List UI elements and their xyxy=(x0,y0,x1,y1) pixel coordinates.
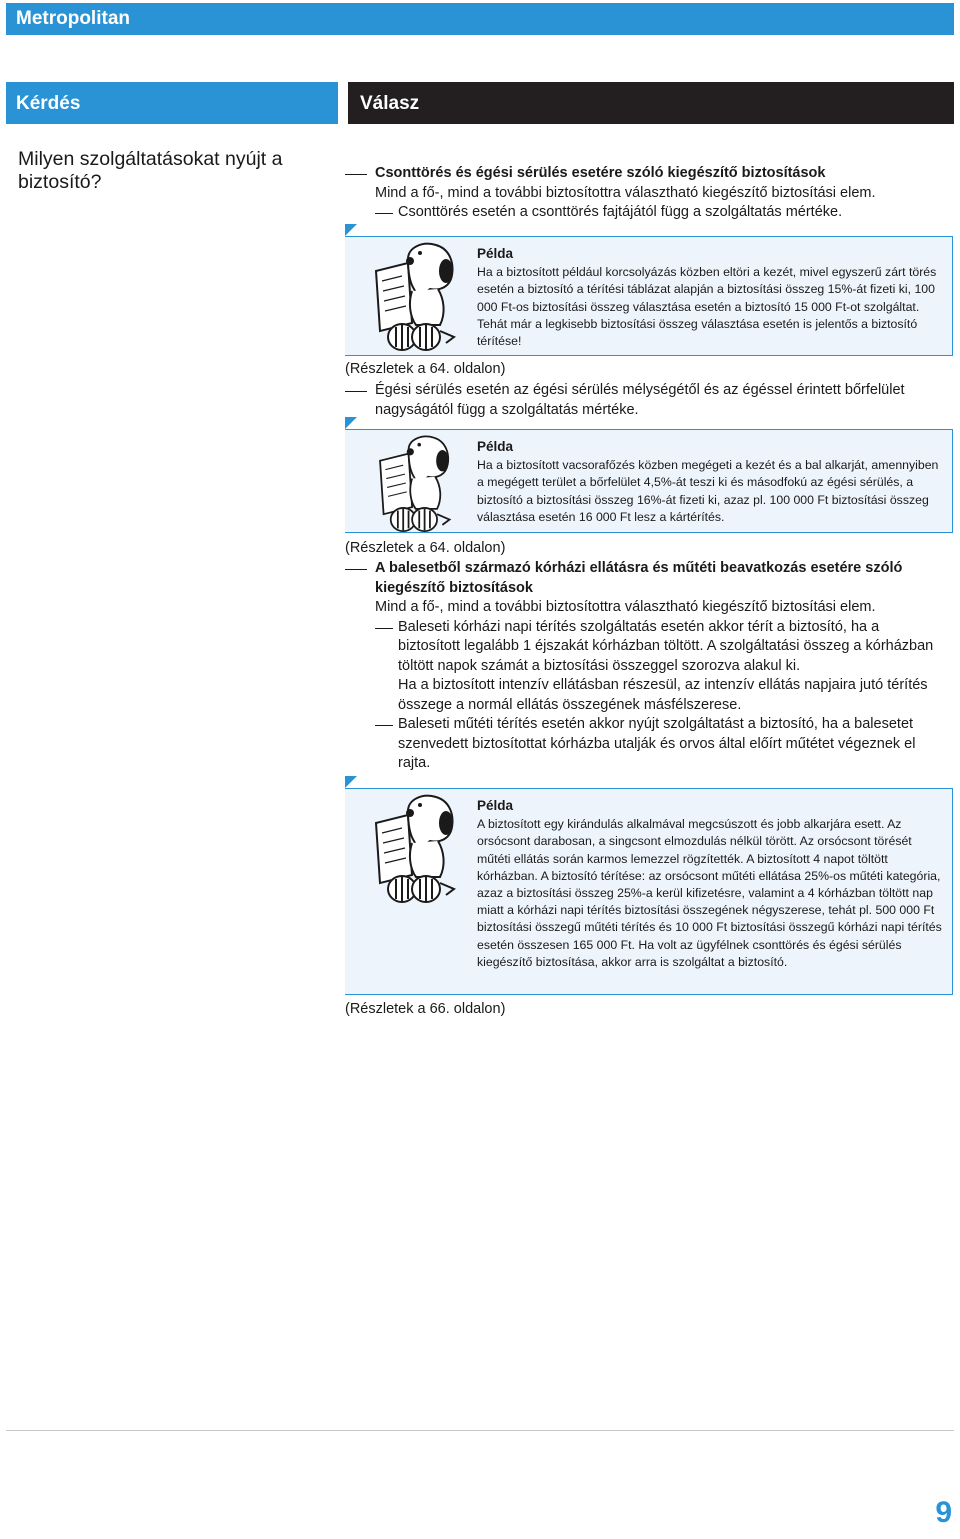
section1-intro: Mind a fő-, mind a további biztosítottra választható kiegészítő biztosítási elem. xyxy=(375,184,876,201)
section1-title: Csonttörés és égési sérülés esetére szóló kiegészítő biztosítások xyxy=(345,164,945,184)
example-2-content xyxy=(477,438,944,526)
example-3-text: A biztosított egy kirándulás alkalmával megcsúszott és jobb alkarjára esett. Az orsócsont darabosan, a singcsont elmozdulás nélkül törött. Az orsócsont törését műtéti ellátás során karmos lemezzel rögzítették. A biztosított 4 napot töltött kórházban. A biztosító térítése: az orsócsont műtéti ellátása 25%-os műtéti kategória, azaz a biztosítási összeg 25%-a kerül kifizetésre, valamint a 4 kórházban töltött nap miatt a kórházi napi térítés biztosítási összegének négyszerese, tehát pl. 500 000 Ft biztosítási összegű műtéti térítés és 10 000 Ft biztosítási összegű kórházi napi térítés esetén összesen 165 000 Ft. Ha volt az ügyfélnek csonttörés és égési sérülés kiegészítő biztosítása, akkor arra is szolgáltat a biztosító. xyxy=(477,817,942,969)
section2-intro: Mind a fő-, mind a további biztosítottra választható kiegészítő biztosítási elem. xyxy=(375,599,876,615)
reference-2: (Részletek a 64. oldalon) xyxy=(345,540,506,556)
section1-item2: Égési sérülés esetén az égési sérülés mélységétől és az égéssel érintett bőrfelület nagyságától függ a szolgáltatás mértéke. xyxy=(345,381,943,420)
example-marker-icon xyxy=(345,417,357,429)
example-box-3 xyxy=(345,788,953,995)
question-header-label: Kérdés xyxy=(16,93,81,114)
snoopy-reading-icon xyxy=(363,434,463,532)
section2-item2: Baleseti műtéti térítés esetén akkor nyújt szolgáltatást a biztosító, ha a balesetet szenvedett biztosítottat kórházba utalják és orvos által előírt műtétet végeznek el rajta. xyxy=(345,715,935,774)
brand-bar xyxy=(6,3,954,35)
example-1-title: Példa xyxy=(477,246,514,261)
example-1-content xyxy=(477,245,944,350)
section1 xyxy=(345,164,945,223)
section2-title: A balesetből származó kórházi ellátásra és műtéti beavatkozás esetére szóló kiegészítő biztosítások xyxy=(345,559,935,598)
snoopy-reading-icon xyxy=(363,241,463,351)
example-3-title: Példa xyxy=(477,798,514,813)
example-box-1 xyxy=(345,236,953,356)
example-marker-icon xyxy=(345,224,357,236)
example-box-2 xyxy=(345,429,953,533)
question-header xyxy=(6,82,338,124)
section2 xyxy=(345,559,935,774)
section1-item1: Csonttörés esetén a csonttörés fajtájától függ a szolgáltatás mértéke. xyxy=(345,203,945,223)
question-text: Milyen szolgáltatásokat nyújt a biztosító? xyxy=(18,148,283,193)
brand-name: Metropolitan xyxy=(16,8,130,29)
reference-3: (Részletek a 66. oldalon) xyxy=(345,1001,506,1017)
answer-header xyxy=(348,82,954,124)
section2-item1: Baleseti kórházi napi térítés szolgáltatás esetén akkor térít a biztosító, ha a biztosított legalább 1 éjszakát kórházban töltött. A szolgáltatási összeg a kórházban töltött napok számát a biztosítási összeggel szorozva alakul ki. xyxy=(345,618,935,677)
reference-1: (Részletek a 64. oldalon) xyxy=(345,361,506,377)
section1-item2-wrap xyxy=(345,381,943,420)
answer-header-label: Válasz xyxy=(360,93,420,114)
page-number: 9 xyxy=(935,1496,952,1529)
footer-divider xyxy=(6,1430,954,1431)
snoopy-reading-icon xyxy=(363,793,463,903)
section2-item1b: Ha a biztosított intenzív ellátásban részesül, az intenzív ellátás napjaira jutó térítés összege a normál ellátás összegének másfélszerese. xyxy=(398,677,928,713)
example-2-title: Példa xyxy=(477,439,514,454)
example-3-content xyxy=(477,797,944,971)
example-marker-icon xyxy=(345,776,357,788)
example-2-text: Ha a biztosított vacsorafőzés közben megégeti a kezét és a bal alkarját, amennyiben a megégett terület a bőrfelület 4,5%-át teszi ki és másodfokú az égési sérülés, a biztosító a biztosítási összeg 16%-át fizeti ki, azaz pl. 100 000 Ft biztosítási összeg választása esetén 16 000 Ft lesz a kártérítés. xyxy=(477,458,939,524)
example-1-text: Ha a biztosított például korcsolyázás közben eltöri a kezét, mivel egyszerű zárt törés esetén a biztosító a térítési táblázat alapján a biztosítási összeg 15%-át fizeti ki, 100 000 Ft-os biztosítási összeg választása esetén a biztosító 15 000 Ft-ot szolgáltat. Tehát már a legkisebb biztosítási összeg választása esetén is jelentős a biztosító térítése! xyxy=(477,265,937,349)
